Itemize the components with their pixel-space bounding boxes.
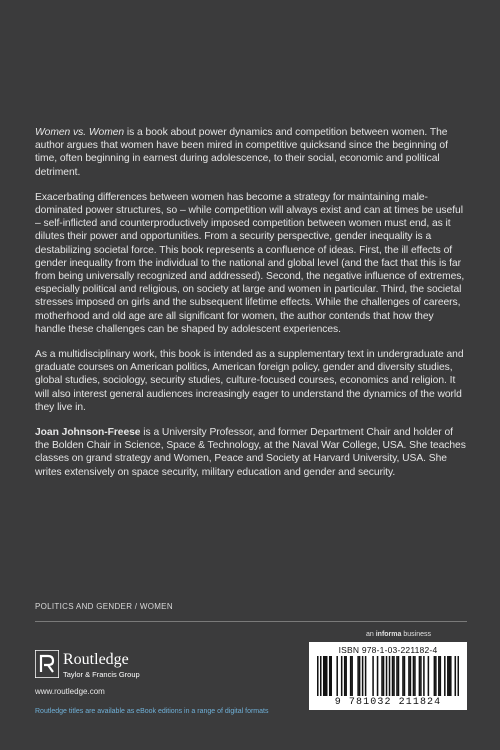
barcode-bar [383,656,385,696]
barcode-bar [357,656,359,696]
barcode-bar [444,656,446,696]
barcode-bar [435,656,437,696]
barcode-bar [381,656,383,696]
publisher-name: Routledge [63,651,129,668]
barcode-bar [449,656,451,696]
ebook-footnote: Routledge titles are available as eBook editions in a range of digital formats [35,708,269,715]
barcode-bar [320,656,322,696]
barcode-bar [440,656,442,696]
barcode-bar [317,656,319,696]
barcode-bar [428,656,430,696]
barcode-bar [377,656,379,696]
barcode-bar [423,656,425,696]
barcode-bar [450,656,452,696]
blurb-paragraph-2: Exacerbating differences between women has become a strategy for maintaining male-dominated power structures, so – while competition will always exist and can at times be useful – self-inflicted and counterproductively imposed competition between women must end, as it dilutes their power and opportunities. From a security perspective, gender inequality is a destabilizing societal force. This book represents a confluence of ideas. First, the ill effects of gender inequality from the individual to the national and global level (and the fact that this is far from being universally recognized and addressed). Second, the negative influence of extremes, especially political and religious, on society at large and women in particular. Third, the societal stresses imposed on girls and the subsequent lifetime effects. While the challenges of careers, motherhood and old age are all significant for women, the author contends that how they handle these challenges can be shaped by adolescent experiences. [35,191,465,335]
barcode-bar [372,656,374,696]
barcode-digits: 9 781032 211824 [334,697,442,708]
barcode-bar [410,656,412,696]
author-bio [35,426,467,479]
barcode-bar [329,656,331,696]
barcode-bar [396,656,398,696]
barcode-bar [351,656,353,696]
barcode-bar [350,656,352,696]
barcode-bar [434,656,436,696]
informa-tagline: an informa business [366,631,431,638]
publisher-group: Taylor & Francis Group [63,670,140,679]
barcode-bar [393,656,395,696]
barcode-bar [402,656,404,696]
barcode-bar [359,656,361,696]
barcode-bar [362,656,364,696]
barcode-bar [344,656,346,696]
author-bio-text: is a University Professor, and former Department Chair and holder of the Bolden Chair in Science, Space & Technology, at the Naval War College, USA. She teaches classes on grand strategy and Women, Peace and Society at Harvard University, USA. She writes extensively on space security, military education and gender and security. [35,427,466,478]
back-cover-blurb [35,126,467,491]
barcode-bars [317,656,459,696]
blurb-paragraph-3: As a multidisciplinary work, this book is intended as a supplementary text in undergraduate and graduate courses on American politics, American foreign policy, gender and diversity studies, global studies, sociology, security studies, culture-focused courses, economics and religion. It will also interest general audiences increasingly eager to understand the dynamics of the world they live in. [35,349,464,413]
isbn-barcode [309,642,467,710]
barcode-bar [413,656,415,696]
barcode-bar [408,656,410,696]
barcode-bar [419,656,421,696]
barcode-bar [398,656,400,696]
author-name: Joan Johnson-Freese [35,427,141,439]
barcode-bar [420,656,422,696]
barcode-bar [365,656,367,696]
publisher-logo [35,650,185,690]
book-title: Women vs. Women [35,127,125,138]
blurb-text: is a book about power dynamics and competition between women. The author argues that women have been mired in competitive quicksand since the beginning of time, often beginning in earnest during adolescence, to their social, economic and political detriment. [35,127,448,178]
barcode-bar [341,656,343,696]
divider [35,621,467,622]
barcode-bar [323,656,325,696]
blurb-paragraph-1 [35,126,467,179]
barcode-bar [330,656,332,696]
barcode-bar [336,656,338,696]
barcode-bar [455,656,457,696]
barcode-bar [458,656,459,696]
barcode-bar [414,656,416,696]
barcode-bar [324,656,326,696]
barcode-bar [438,656,440,696]
routledge-r-icon [35,650,59,678]
barcode-bar [345,656,347,696]
barcode-bar [447,656,449,696]
barcode-bar [386,656,388,696]
publisher-website[interactable]: www.routledge.com [35,687,105,696]
barcode-bar [404,656,406,696]
barcode-bar [326,656,328,696]
isbn-label: ISBN 978-1-03-221182-4 [338,645,438,655]
barcode-bar [389,656,391,696]
subject-category: POLITICS AND GENDER / WOMEN [35,602,173,611]
barcode-bar [392,656,394,696]
